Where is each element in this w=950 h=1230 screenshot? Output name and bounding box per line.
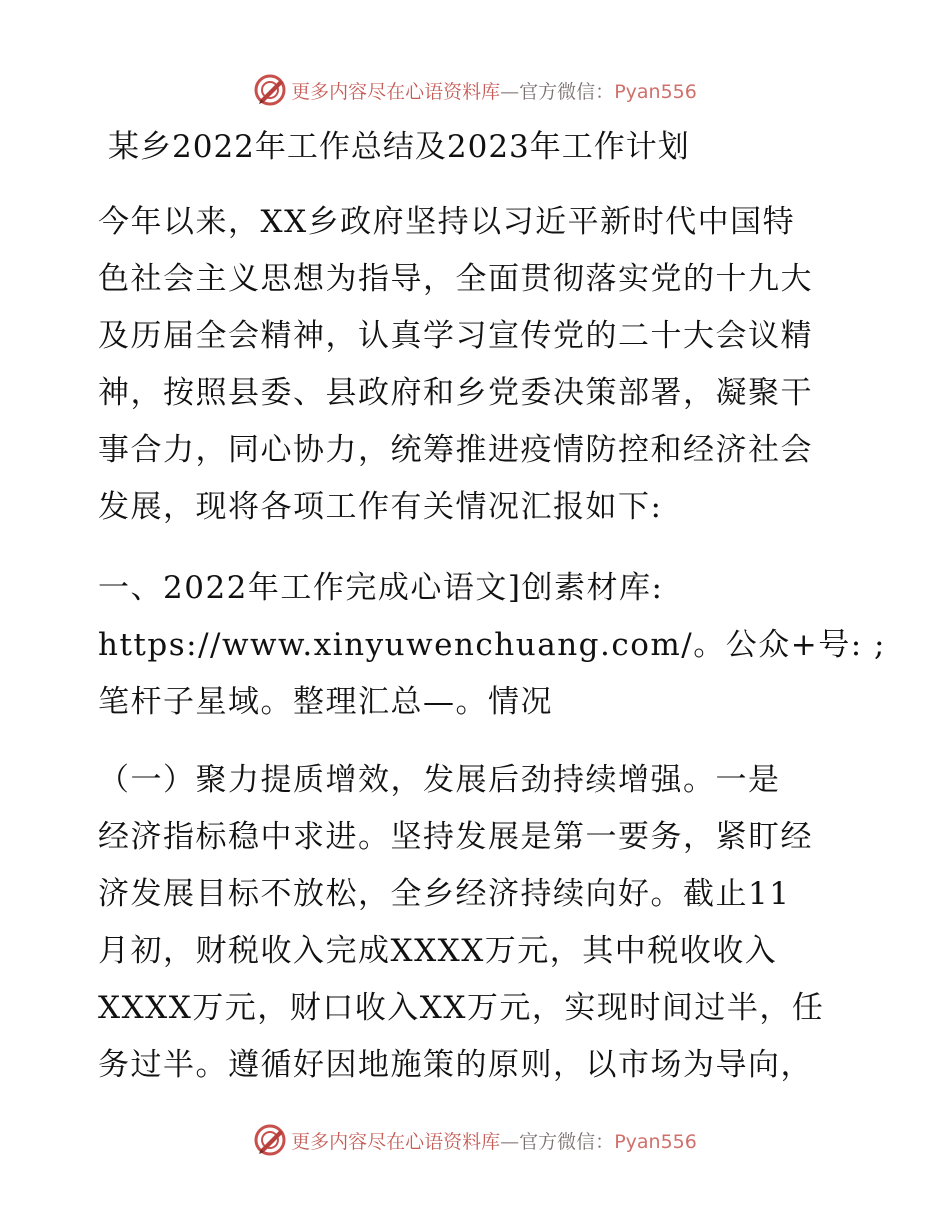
paragraph-line: 月初，财税收入完成XXXX万元，其中税收收入 <box>98 933 778 969</box>
banner-wechat-id: Pyan556 <box>614 80 697 103</box>
banner-text <box>291 77 697 104</box>
banner-inner <box>253 73 697 107</box>
paragraph-line: 经济指标稳中求进。坚持发展是第一要务，紧盯经 <box>98 819 813 855</box>
banner-inner <box>253 1123 697 1157</box>
paragraph-line: 及历届全会精神，认真学习宣传党的二十大会议精 <box>98 318 813 354</box>
paragraph-line: 务过半。遵循好因地施策的原则，以市场为导向， <box>98 1047 813 1083</box>
paragraph-line: 神，按照县委、县政府和乡党委决策部署，凝聚干 <box>98 375 813 411</box>
banner-text <box>291 1127 697 1154</box>
banner-main-text: 更多内容尽在心语资料库 <box>291 1130 501 1153</box>
section-heading-line: 一、2022年工作完成心语文]创素材库: <box>98 570 664 606</box>
pen-logo-icon <box>253 73 287 107</box>
paragraph-line: 事合力，同心协力，统筹推进疫情防控和经济社会 <box>98 432 813 468</box>
paragraph-line: 色社会主义思想为指导，全面贯彻落实党的十九大 <box>98 261 813 297</box>
paragraph-line: 今年以来，XX乡政府坚持以习近平新时代中国特 <box>98 204 796 240</box>
banner-separator: — <box>500 1130 520 1153</box>
paragraph-line: https://www.xinyuwenchuang.com/。公众+号: ; <box>98 627 886 663</box>
banner-wechat-id: Pyan556 <box>614 1130 697 1153</box>
paragraph-line: 济发展目标不放松，全乡经济持续向好。截止11 <box>98 876 791 912</box>
paragraph-line: 笔杆子星域。整理汇总—。情况 <box>98 684 553 720</box>
paragraph-line: 发展，现将各项工作有关情况汇报如下: <box>98 489 663 525</box>
footer-banner <box>0 1120 950 1160</box>
paragraph-line: （一）聚力提质增效，发展后劲持续增强。一是 <box>98 762 781 798</box>
pen-logo-icon <box>253 1123 287 1157</box>
paragraph-line: XXXX万元，财口收入XX万元，实现时间过半，任 <box>98 990 825 1026</box>
banner-wechat-label: 官方微信： <box>519 1130 615 1153</box>
banner-main-text: 更多内容尽在心语资料库 <box>291 80 501 103</box>
document-title: 某乡2022年工作总结及2023年工作计划 <box>108 129 690 165</box>
header-banner <box>0 70 950 110</box>
banner-separator: — <box>500 80 520 103</box>
banner-wechat-label: 官方微信： <box>519 80 615 103</box>
